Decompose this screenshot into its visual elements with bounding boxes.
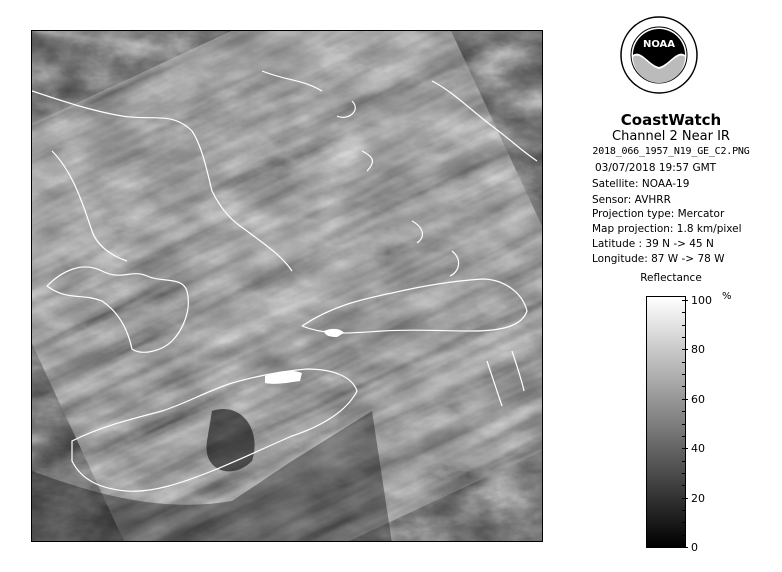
channel-label: Channel 2 Near IR [612,129,730,144]
colorbar-minor-tick [682,325,685,326]
colorbar-tick-label: 80 [691,343,705,357]
colorbar-tick-label: 100 [691,294,712,307]
colorbar-minor-tick [682,473,685,474]
app-title: CoastWatch [620,111,722,129]
noaa-logo [619,15,699,95]
colorbar-minor-tick [682,510,685,511]
colorbar-tick-label: 0 [691,541,698,554]
sensor-info: Sensor: AVHRR [592,194,671,206]
colorbar-minor-tick [682,535,685,536]
colorbar-minor-tick [682,424,685,425]
longitude-range: Longitude: 87 W -> 78 W [592,253,725,265]
colorbar-minor-tick [682,522,685,523]
colorbar-tick [682,349,688,350]
satellite-info: Satellite: NOAA-19 [592,178,690,190]
colorbar-tick-label: 40 [691,442,705,456]
projection-type: Projection type: Mercator [592,208,725,220]
reflectance-colorbar [646,296,686,548]
colorbar-minor-tick [682,312,685,313]
latitude-range: Latitude : 39 N -> 45 N [592,238,714,250]
noaa-logo-icon [619,15,699,95]
colorbar-minor-tick [682,411,685,412]
satellite-image [31,30,543,542]
satellite-image-svg [32,31,543,542]
colorbar-minor-tick [682,337,685,338]
colorbar-tick [682,498,688,499]
colorbar-tick [682,547,688,548]
colorbar-tick [682,448,688,449]
colorbar-minor-tick [682,362,685,363]
colorbar-minor-tick [682,374,685,375]
colorbar-tick-label: 20 [691,491,705,505]
colorbar-minor-tick [682,461,685,462]
map-projection: Map projection: 1.8 km/pixel [592,223,742,235]
colorbar-title: Reflectance [640,272,702,284]
colorbar-minor-tick [682,485,685,486]
colorbar-minor-tick [682,436,685,437]
colorbar-tick [682,300,688,301]
colorbar-tick-label: 60 [691,392,705,406]
colorbar-tick [682,399,688,400]
svg-text:NOAA: NOAA [642,39,676,50]
colorbar-minor-tick [682,386,685,387]
date-time: 03/07/2018 19:57 GMT [595,162,717,174]
filename: 2018_066_1957_N19_GE_C2.PNG [592,146,750,157]
colorbar-unit: % [722,291,732,302]
